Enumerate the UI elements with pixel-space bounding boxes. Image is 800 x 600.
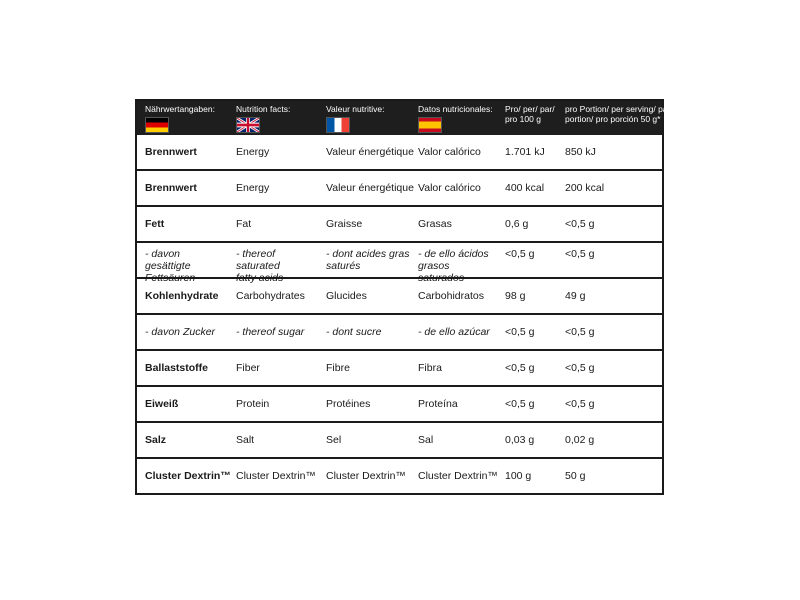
cell-french: - dont sucre (326, 326, 382, 338)
cell-english: Fiber (236, 362, 260, 374)
header-spanish-label: Datos nutricionales: (418, 104, 493, 114)
cell-spanish: Grasas (418, 218, 452, 230)
cell-english (228, 243, 318, 284)
cell-german-line2: Fettsäuren (145, 272, 196, 284)
cell-per-serving: <0,5 g (565, 248, 595, 260)
cell-spanish (410, 243, 497, 284)
france-flag-icon (326, 117, 350, 133)
cell-spanish: Valor calórico (418, 146, 481, 158)
cell-per-serving: <0,5 g (565, 326, 595, 338)
header-per-serving (557, 101, 670, 135)
spain-flag-icon (418, 117, 442, 133)
table-row-fat (137, 205, 662, 241)
cell-english: Carbohydrates (236, 290, 305, 302)
cell-german: Fett (145, 218, 165, 230)
table-row-protein (137, 385, 662, 421)
cell-spanish: Sal (418, 434, 434, 446)
cell-per-100g: 400 kcal (505, 182, 545, 194)
cell-french: Glucides (326, 290, 367, 302)
cell-per-100g: 100 g (505, 470, 532, 482)
cell-french: Fibre (326, 362, 350, 374)
cell-spanish-line1: - de ello ácidos (418, 248, 489, 260)
cell-german-line1: - davon gesättigte (145, 248, 191, 272)
cell-french: Protéines (326, 398, 371, 410)
cell-per-serving: <0,5 g (565, 398, 595, 410)
cell-french-line1: - dont acides gras (326, 248, 410, 260)
cell-french: Cluster Dextrin™ (326, 470, 406, 482)
cell-per-100g: 98 g (505, 290, 526, 302)
cell-per-100g: 0,6 g (505, 218, 529, 230)
nutrition-table (135, 99, 671, 495)
cell-german: Salz (145, 434, 167, 446)
table-body (137, 135, 662, 493)
cell-per-serving: 50 g (565, 470, 586, 482)
header-english-label: Nutrition facts: (236, 104, 291, 114)
header-spanish (410, 101, 497, 135)
cell-english-line2: fatty acids (236, 272, 284, 284)
cell-per-100g: <0,5 g (505, 248, 535, 260)
cell-german (137, 243, 228, 284)
cell-french: Graisse (326, 218, 363, 230)
cell-per-100g: <0,5 g (505, 398, 535, 410)
cell-english: Energy (236, 182, 270, 194)
cell-german: - davon Zucker (145, 326, 216, 338)
table-row-cluster-dextrin (137, 457, 662, 493)
cell-english: Fat (236, 218, 252, 230)
header-per-100g-line1: Pro/ per/ par/ (505, 104, 555, 114)
table-header (137, 101, 671, 135)
cell-english: Protein (236, 398, 270, 410)
cell-spanish: Proteína (418, 398, 458, 410)
cell-per-serving: 200 kcal (565, 182, 605, 194)
cell-german: Brennwert (145, 146, 197, 158)
cell-english: Cluster Dextrin™ (236, 470, 316, 482)
table-row-sugar (137, 313, 662, 349)
germany-flag-icon (145, 117, 169, 133)
cell-per-serving: 0,02 g (565, 434, 595, 446)
cell-english: Salt (236, 434, 255, 446)
table-row-saturated-fat (137, 241, 662, 284)
cell-spanish: Carbohidratos (418, 290, 484, 302)
cell-french: Valeur énergétique (326, 182, 414, 194)
cell-french (318, 243, 410, 272)
cell-per-100g: <0,5 g (505, 362, 535, 374)
cell-per-serving: <0,5 g (565, 362, 595, 374)
table-row-salt (137, 421, 662, 457)
cell-german: Eiweiß (145, 398, 179, 410)
header-german-label: Nährwertangaben: (145, 104, 215, 114)
cell-spanish-line2: grasos saturados (418, 260, 465, 284)
cell-per-serving: 850 kJ (565, 146, 596, 158)
cell-spanish: Cluster Dextrin™ (418, 470, 498, 482)
cell-per-100g: <0,5 g (505, 326, 535, 338)
cell-per-100g: 1.701 kJ (505, 146, 545, 158)
header-french (318, 101, 410, 135)
table-row-fiber (137, 349, 662, 385)
cell-french-line2: saturés (326, 260, 361, 272)
cell-per-serving: <0,5 g (565, 218, 595, 230)
header-per-serving-line1: pro Portion/ per serving/ par (565, 104, 671, 114)
header-english (228, 101, 318, 135)
header-german (137, 101, 228, 135)
table-row-energy-kj (137, 135, 662, 169)
cell-french: Sel (326, 434, 342, 446)
cell-german: Kohlenhydrate (145, 290, 219, 302)
cell-english: - thereof sugar (236, 326, 305, 338)
cell-german: Ballaststoffe (145, 362, 209, 374)
cell-per-serving: 49 g (565, 290, 586, 302)
cell-spanish: - de ello azúcar (418, 326, 490, 338)
cell-english-line1: - thereof saturated (236, 248, 280, 272)
header-french-label: Valeur nutritive: (326, 104, 385, 114)
header-per-100g-line2: pro 100 g (505, 114, 541, 124)
cell-english: Energy (236, 146, 270, 158)
cell-spanish: Fibra (418, 362, 442, 374)
cell-spanish: Valor calórico (418, 182, 481, 194)
table-row-energy-kcal (137, 169, 662, 205)
cell-german: Brennwert (145, 182, 197, 194)
header-per-serving-line2: portion/ pro porción 50 g* (565, 114, 661, 124)
cell-french: Valeur énergétique (326, 146, 414, 158)
header-per-100g (497, 101, 557, 135)
cell-per-100g: 0,03 g (505, 434, 535, 446)
cell-german: Cluster Dextrin™ (145, 470, 231, 482)
uk-flag-icon (236, 117, 260, 133)
